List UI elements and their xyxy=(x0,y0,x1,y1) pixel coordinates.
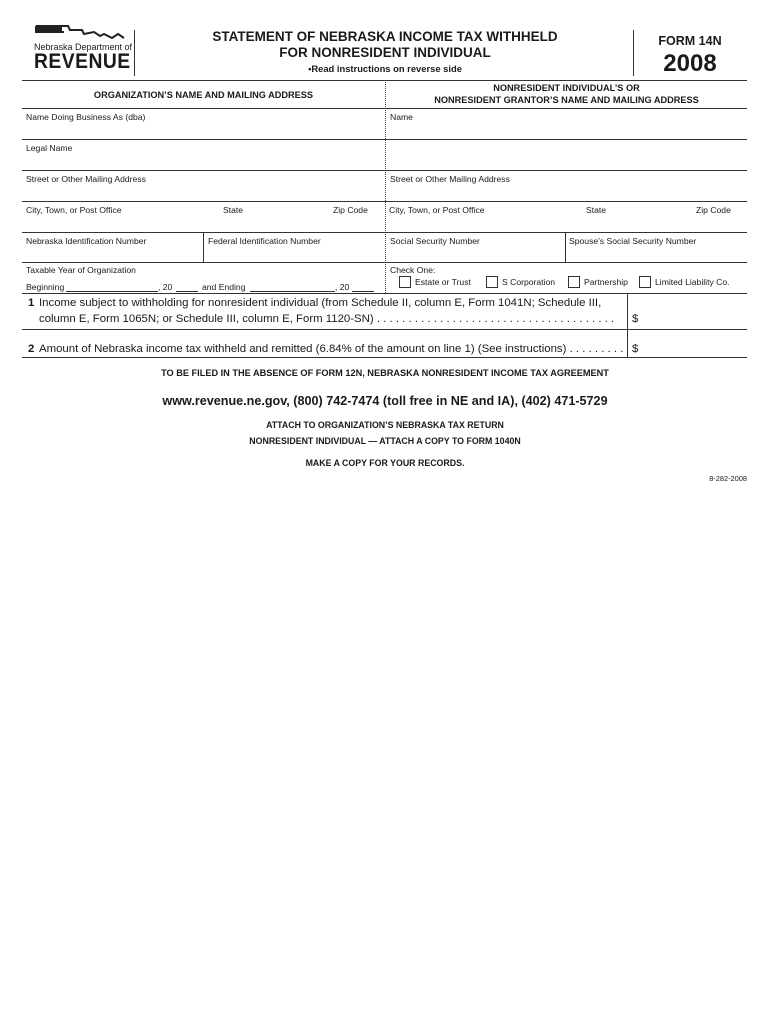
form-year: 2008 xyxy=(663,50,717,77)
partnership-label: Partnership xyxy=(584,277,628,287)
form-title-line1: STATEMENT OF NEBRASKA INCOME TAX WITHHELD xyxy=(212,29,558,44)
ssn-field[interactable] xyxy=(386,232,565,262)
federal-id-field[interactable] xyxy=(204,232,385,262)
legal-name-field[interactable] xyxy=(22,139,385,170)
and-ending-label: and Ending xyxy=(202,282,246,292)
nonresident-state-label: State xyxy=(586,205,607,215)
nonresident-city-state-zip-field[interactable] xyxy=(386,201,747,232)
form-title-line2: FOR NONRESIDENT INDIVIDUAL xyxy=(279,45,491,60)
line2-description xyxy=(24,330,624,357)
nonresident-street-label: Street or Other Mailing Address xyxy=(390,174,510,184)
llc-checkbox[interactable] xyxy=(639,276,651,288)
spouse-ssn-label: Spouse's Social Security Number xyxy=(569,236,697,246)
nebraska-id-label: Nebraska Identification Number xyxy=(26,236,147,246)
org-state-label: State xyxy=(223,205,244,215)
line2-number: 2 xyxy=(28,343,35,355)
org-zip-label: Zip Code xyxy=(333,205,368,215)
agency-dept-line: Nebraska Department of xyxy=(34,42,133,52)
ending-year-input[interactable] xyxy=(352,283,374,292)
ending-date-input[interactable] xyxy=(250,283,335,292)
estate-trust-label: Estate or Trust xyxy=(415,277,471,287)
taxable-year-field xyxy=(22,262,385,293)
estate-trust-checkbox[interactable] xyxy=(399,276,411,288)
contact-line: www.revenue.ne.gov, (800) 742-7474 (toll free in NE and IA), (402) 471-5729 xyxy=(162,394,608,408)
beginning-year-prefix: , 20 xyxy=(158,282,173,292)
check-one-label: Check One: xyxy=(390,265,436,275)
s-corporation-checkbox[interactable] xyxy=(486,276,498,288)
attach-instruction-1: ATTACH TO ORGANIZATION’S NEBRASKA TAX RETURN xyxy=(266,420,504,430)
federal-id-label: Federal Identification Number xyxy=(208,236,321,246)
line1-number: 1 xyxy=(28,297,35,309)
nonresident-section-header-line1: NONRESIDENT INDIVIDUAL’S OR xyxy=(493,83,640,93)
line2-text: Amount of Nebraska income tax withheld and remitted (6.84% of the amount on line 1) (See instructions) . . . . . . . . . xyxy=(39,343,624,355)
dba-label: Name Doing Business As (dba) xyxy=(26,112,146,122)
nonresident-section-header-line2: NONRESIDENT GRANTOR’S NAME AND MAILING ADDRESS xyxy=(434,95,699,105)
s-corporation-label: S Corporation xyxy=(502,277,556,287)
form-code: 8-282-2008 xyxy=(709,474,747,483)
form-number: FORM 14N xyxy=(658,34,722,48)
agency-name: REVENUE xyxy=(34,50,131,73)
line2-currency: $ xyxy=(632,343,639,355)
beginning-label: Beginning xyxy=(26,282,65,292)
org-city-label: City, Town, or Post Office xyxy=(26,205,122,215)
line1-description xyxy=(24,294,624,329)
nebraska-state-outline-icon xyxy=(34,22,126,42)
entity-type-group xyxy=(386,262,747,293)
spouse-ssn-field[interactable] xyxy=(566,232,747,262)
org-city-state-zip-field[interactable] xyxy=(22,201,385,232)
attach-instruction-2: NONRESIDENT INDIVIDUAL — ATTACH A COPY TO FORM 1040N xyxy=(249,436,521,446)
nebraska-id-field[interactable] xyxy=(22,232,203,262)
ending-year-prefix: , 20 xyxy=(335,282,350,292)
agency-logo xyxy=(34,22,133,74)
taxable-year-label: Taxable Year of Organization xyxy=(26,265,136,275)
legal-name-label: Legal Name xyxy=(26,143,73,153)
ssn-label: Social Security Number xyxy=(390,236,480,246)
copy-instruction: MAKE A COPY FOR YOUR RECORDS. xyxy=(305,458,465,468)
nonresident-name-label: Name xyxy=(390,112,413,122)
line1-currency: $ xyxy=(632,313,639,325)
line1-text-a: Income subject to withholding for nonresident individual (from Schedule II, column E, Form 1041N; Schedule III, xyxy=(39,297,602,309)
instructions-note: •Read instructions on reverse side xyxy=(308,63,462,74)
beginning-year-input[interactable] xyxy=(176,283,198,292)
nonresident-street-field[interactable] xyxy=(386,170,747,201)
nonresident-name-line2[interactable] xyxy=(386,139,747,170)
line1-text-b: column E, Form 1065N; or Schedule III, column E, Form 1120-SN) . . . . . . . . . . . . . . . . . . . . . . . . . . . . . . . . . . . . . . xyxy=(39,313,615,325)
nonresident-zip-label: Zip Code xyxy=(696,205,731,215)
line2-amount-field[interactable] xyxy=(628,330,747,357)
filing-note: TO BE FILED IN THE ABSENCE OF FORM 12N, NEBRASKA NONRESIDENT INCOME TAX AGREEMENT xyxy=(161,368,609,378)
org-street-label: Street or Other Mailing Address xyxy=(26,174,146,184)
form-id-divider xyxy=(633,30,634,76)
llc-label: Limited Liability Co. xyxy=(655,277,730,287)
beginning-date-input[interactable] xyxy=(66,283,158,292)
dba-field[interactable] xyxy=(22,108,385,139)
partnership-checkbox[interactable] xyxy=(568,276,580,288)
line1-amount-field[interactable] xyxy=(628,294,747,329)
nonresident-name-field[interactable] xyxy=(386,108,747,139)
org-street-field[interactable] xyxy=(22,170,385,201)
logo-divider xyxy=(134,30,135,76)
nonresident-city-label: City, Town, or Post Office xyxy=(389,205,485,215)
organization-section-header: ORGANIZATION’S NAME AND MAILING ADDRESS xyxy=(93,90,314,100)
